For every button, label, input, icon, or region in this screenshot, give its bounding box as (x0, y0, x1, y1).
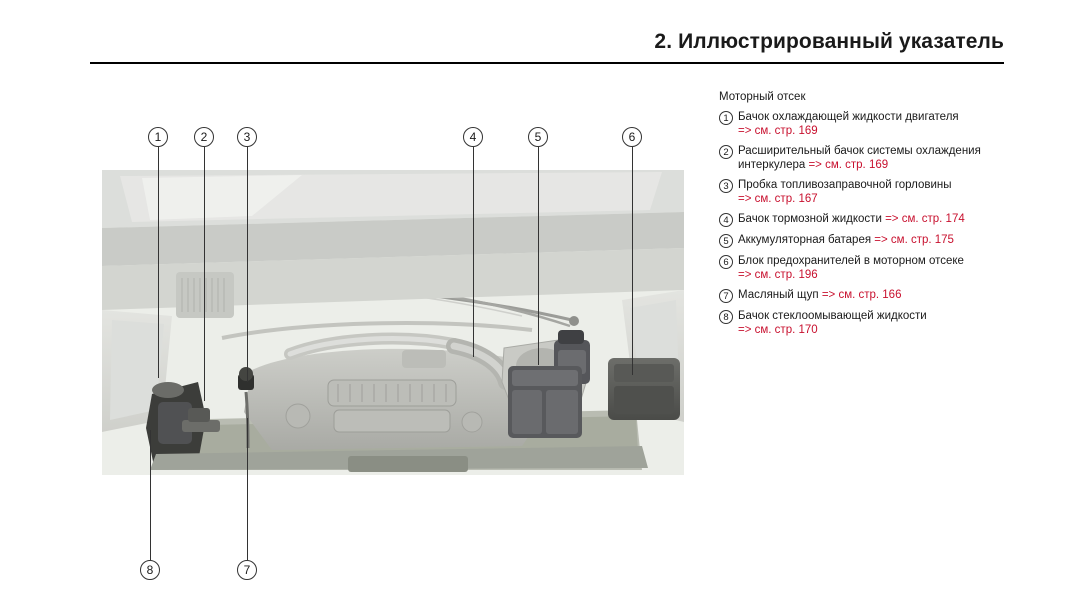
legend-number-icon: 1 (719, 111, 733, 125)
legend-item-text: Бачок стеклоомывающей жидкости (738, 310, 927, 322)
callout-marker-3[interactable]: 3 (237, 127, 257, 147)
legend-number-icon: 6 (719, 255, 733, 269)
legend-item-label (738, 110, 959, 138)
legend-item-reference[interactable]: => см. стр. 175 (874, 234, 954, 246)
callout-leader-7 (247, 418, 248, 560)
legend-item-8 (719, 309, 1019, 337)
legend-item-reference[interactable]: => см. стр. 196 (738, 269, 818, 281)
legend-heading: Моторный отсек (719, 91, 806, 103)
callout-leader-1 (158, 147, 159, 378)
legend-item-6 (719, 254, 1019, 282)
engine-bay-drawing (102, 170, 684, 475)
legend-item-4 (719, 212, 1019, 227)
legend-number-icon: 7 (719, 289, 733, 303)
callout-marker-5[interactable]: 5 (528, 127, 548, 147)
legend-item-2 (719, 144, 1019, 172)
legend-number-icon: 2 (719, 145, 733, 159)
callout-marker-2[interactable]: 2 (194, 127, 214, 147)
legend-item-7 (719, 288, 1019, 303)
page-header (0, 0, 1079, 70)
legend-item-label (738, 288, 901, 302)
legend-number-icon: 4 (719, 213, 733, 227)
callout-leader-5 (538, 147, 539, 365)
legend-item-label (738, 212, 965, 226)
legend-item-label (738, 309, 927, 337)
legend-item-text: Блок предохранителей в моторном отсеке (738, 255, 964, 267)
legend-item-label (738, 178, 952, 206)
callout-marker-6[interactable]: 6 (622, 127, 642, 147)
legend-item-reference[interactable]: => см. стр. 169 (738, 125, 818, 137)
legend-number-icon: 8 (719, 310, 733, 324)
legend-item-reference[interactable]: => см. стр. 174 (885, 213, 965, 225)
legend-item-label (738, 254, 964, 282)
legend-item-label (738, 144, 1019, 172)
callout-marker-4[interactable]: 4 (463, 127, 483, 147)
legend-item-text: Бачок тормозной жидкости (738, 213, 882, 225)
callout-leader-8 (150, 430, 151, 560)
legend-item-3 (719, 178, 1019, 206)
callout-leader-3 (247, 147, 248, 382)
legend-item-5 (719, 233, 1019, 248)
legend-number-icon: 5 (719, 234, 733, 248)
callout-marker-8[interactable]: 8 (140, 560, 160, 580)
legend-item-text: Расширительный бачок системы охлаждения интеркулера (738, 145, 981, 171)
legend-item-text: Пробка топливозаправочной горловины (738, 179, 952, 191)
callout-leader-6 (632, 147, 633, 375)
page-title: 2. Иллюстрированный указатель (654, 30, 1004, 53)
legend-item-text: Аккумуляторная батарея (738, 234, 872, 246)
legend-item-reference[interactable]: => см. стр. 170 (738, 324, 818, 336)
legend-number-icon: 3 (719, 179, 733, 193)
legend-panel (719, 90, 1019, 343)
legend-item-reference[interactable]: => см. стр. 169 (808, 159, 889, 171)
header-divider (90, 62, 1004, 64)
legend-item-label (738, 233, 954, 247)
legend-item-reference[interactable]: => см. стр. 167 (738, 193, 818, 205)
legend-item-1 (719, 110, 1019, 138)
callout-marker-7[interactable]: 7 (237, 560, 257, 580)
engine-bay-illustration (102, 170, 684, 475)
legend-item-text: Масляный щуп (738, 289, 819, 301)
callout-leader-2 (204, 147, 205, 401)
legend-item-text: Бачок охлаждающей жидкости двигателя (738, 111, 959, 123)
legend-item-reference[interactable]: => см. стр. 166 (821, 289, 902, 301)
callout-leader-4 (473, 147, 474, 357)
callout-marker-1[interactable]: 1 (148, 127, 168, 147)
